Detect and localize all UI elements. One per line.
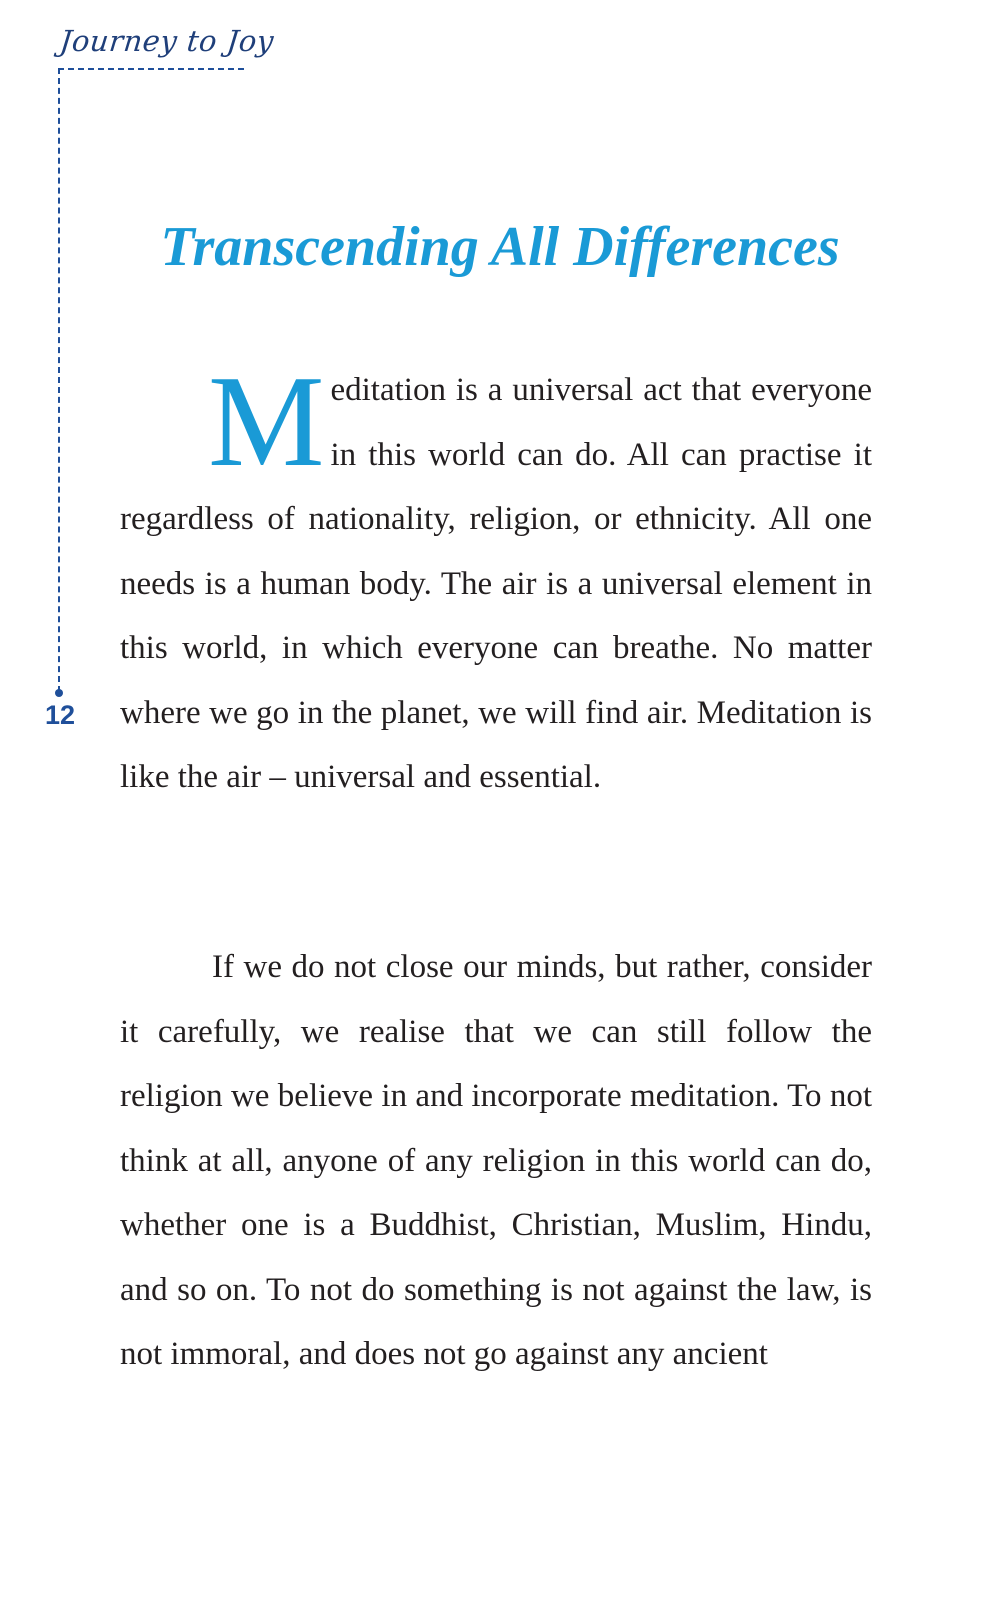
margin-rule-dot	[55, 689, 63, 697]
page-title: Transcending All Differences	[160, 216, 840, 278]
header-dashed-rule	[58, 68, 244, 70]
paragraph-2: If we do not close our minds, but rather, consider it carefully, we realise that we can still follow the religion we believe in and incorporate meditation. To not think at all, anyone of any religion in this world can do, whether one is a Buddhist, Christian, Muslim, Hindu, and so on. To not do something is not against the law, is not immoral, and does not go against any ancient	[120, 949, 872, 1372]
drop-cap: M	[208, 349, 325, 494]
paragraph-1-text: editation is a universal act that everyone in this world can do. All can practise it regardless of nationality, religion, or ethnicity. All one needs is a human body. The air is a universal element in this world, in which everyone can breathe. No matter where we go in the planet, we will find air. Meditation is like the air – universal and essential.	[120, 372, 872, 795]
paragraph-1	[120, 349, 872, 810]
margin-dashed-rule	[58, 68, 60, 692]
running-head-title: Journey to Joy	[58, 24, 276, 58]
page-number: 12	[44, 700, 76, 730]
